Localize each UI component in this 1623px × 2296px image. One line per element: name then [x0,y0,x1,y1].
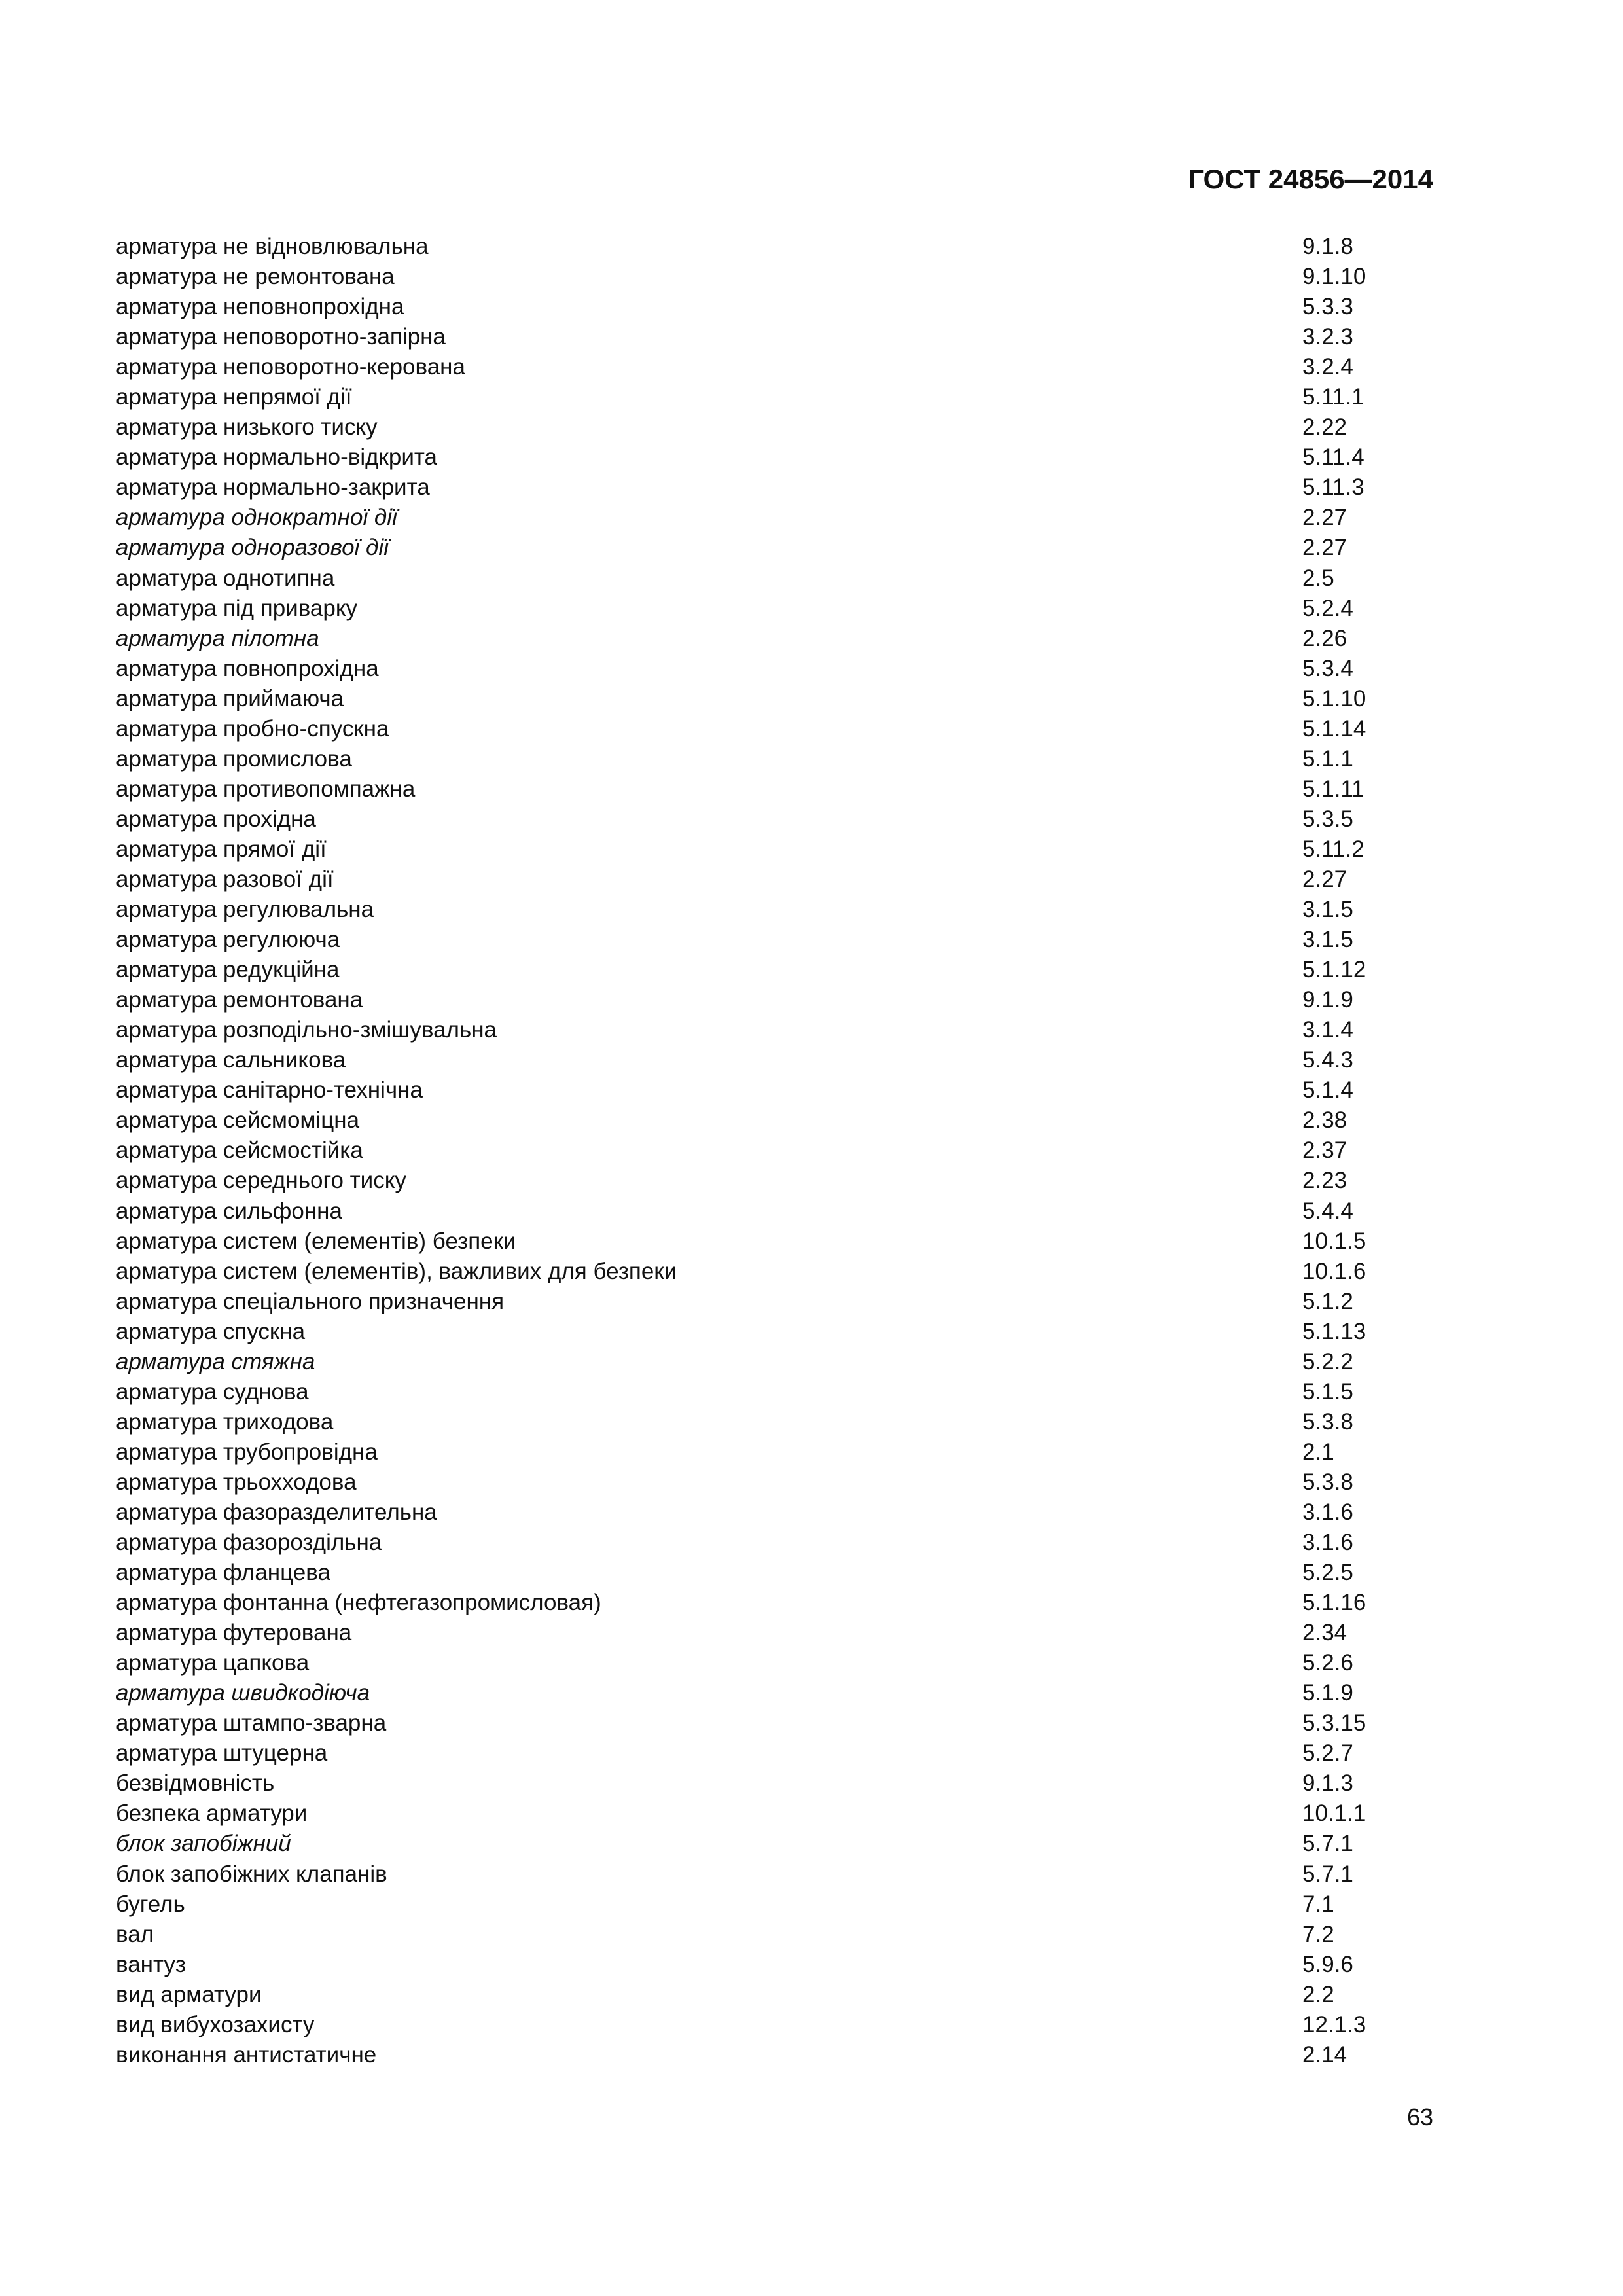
index-entry [116,1648,1433,1678]
index-section-ref: 7.2 [1302,1921,1334,1947]
index-section-ref: 5.3.8 [1302,1408,1353,1435]
index-entry [116,895,1433,925]
index-term: арматура не відновлювальна [116,234,429,259]
index-term: блок запобіжний [116,1831,291,1857]
index-section-ref: 9.1.8 [1302,234,1353,259]
index-section-ref: 2.27 [1302,535,1347,561]
index-term: арматура сейсмоміцна [116,1107,360,1134]
index-entry [116,262,1433,292]
index-term: арматура пілотна [116,625,319,651]
index-entry [116,684,1433,714]
index-term: арматура фонтанна (нефтегазопромисловая) [116,1590,601,1616]
index-entry [116,1768,1433,1799]
index-section-ref: 5.7.1 [1302,1831,1353,1857]
index-term: бугель [116,1891,185,1917]
index-entry [116,834,1433,865]
index-term: арматура систем (елементів), важливих для безпеки [116,1258,677,1284]
index-term: арматура фланцева [116,1560,330,1586]
index-section-ref: 5.1.16 [1302,1590,1366,1616]
index-entry [116,1136,1433,1166]
index-section-ref: 2.34 [1302,1620,1347,1646]
index-section-ref: 3.1.6 [1302,1530,1353,1556]
index-entry [116,1317,1433,1347]
index-term: арматура систем (елементів) безпеки [116,1228,516,1254]
index-entry [116,442,1433,473]
index-term: вантуз [116,1951,186,1977]
index-term: арматура редукційна [116,957,340,983]
index-section-ref: 5.7.1 [1302,1861,1353,1887]
index-term: безвідмовність [116,1770,275,1797]
index-term: арматура одноразової дії [116,535,389,561]
index-term: вид вибухозахисту [116,2011,315,2037]
index-term: арматура трубопровідна [116,1439,378,1465]
index-entry [116,925,1433,955]
index-entry [116,774,1433,804]
index-entry [116,1859,1433,1890]
index-term: вид арматури [116,1981,262,2007]
index-section-ref: 2.27 [1302,866,1347,892]
index-entry [116,1890,1433,1920]
index-section-ref: 3.1.6 [1302,1499,1353,1525]
index-term: арматура низького тиску [116,414,378,440]
index-term: арматура прямої дії [116,836,327,862]
index-term: арматура сейсмостійка [116,1138,363,1164]
index-entry [116,2040,1433,2070]
index-entry [116,1950,1433,1980]
index-term: арматура розподільно-змішувальна [116,1017,497,1043]
index-term: арматура фазороздільна [116,1530,382,1556]
index-section-ref: 5.3.15 [1302,1710,1366,1736]
index-term: арматура ремонтована [116,987,363,1013]
index-entry [116,594,1433,624]
index-section-ref: 5.1.14 [1302,715,1366,742]
index-term: арматура не ремонтована [116,264,395,290]
index-entry [116,292,1433,322]
index-section-ref: 5.1.9 [1302,1680,1353,1706]
index-term: арматура пробно-спускна [116,715,389,742]
index-entry [116,1678,1433,1708]
index-section-ref: 5.3.8 [1302,1469,1353,1495]
index-section-ref: 2.22 [1302,414,1347,440]
index-section-ref: 2.23 [1302,1168,1347,1194]
index-entry [116,1498,1433,1528]
index-term: арматура промислова [116,745,352,772]
index-term: арматура непрямої дії [116,384,352,410]
index-term: блок запобіжних клапанів [116,1861,387,1887]
index-term: арматура спускна [116,1318,306,1344]
index-term: арматура приймаюча [116,685,344,711]
index-term: арматура прохідна [116,806,316,832]
index-entry [116,1829,1433,1859]
index-section-ref: 5.1.11 [1302,776,1364,802]
index-entry [116,955,1433,985]
index-section-ref: 5.11.1 [1302,384,1364,410]
index-section-ref: 9.1.9 [1302,987,1353,1013]
index-term: арматура неповоротно-керована [116,354,465,380]
index-entry [116,1257,1433,1287]
index-term: арматура штуцерна [116,1740,328,1767]
index-entry [116,232,1433,262]
index-entry [116,1407,1433,1437]
index-section-ref: 2.38 [1302,1107,1347,1134]
index-section-ref: 12.1.3 [1302,2011,1366,2037]
index-section-ref: 3.1.5 [1302,927,1353,953]
document-standard-title: ГОСТ 24856—2014 [1188,164,1433,194]
index-entry [116,1738,1433,1768]
index-term: арматура регулююча [116,927,340,953]
index-term: арматура триходова [116,1408,334,1435]
index-section-ref: 5.1.4 [1302,1077,1353,1103]
index-entry [116,322,1433,352]
index-section-ref: 2.5 [1302,565,1334,591]
index-entry [116,1528,1433,1558]
index-entry [116,352,1433,382]
index-entry [116,1347,1433,1377]
index-entry [116,473,1433,503]
index-entry [116,865,1433,895]
index-entry [116,1920,1433,1950]
index-term: арматура нормально-закрита [116,475,430,501]
index-term: арматура нормально-відкрита [116,444,437,471]
index-entry [116,1196,1433,1227]
index-section-ref: 2.27 [1302,505,1347,531]
index-section-ref: 5.1.2 [1302,1288,1353,1314]
index-section-ref: 3.1.5 [1302,897,1353,923]
index-section-ref: 5.2.5 [1302,1560,1353,1586]
index-term: арматура однотипна [116,565,335,591]
index-entry [116,503,1433,533]
index-term: арматура неповоротно-запірна [116,324,446,350]
index-term: арматура цапкова [116,1650,310,1676]
index-entry [116,2010,1433,2040]
index-section-ref: 5.3.4 [1302,655,1353,681]
term-index-list [116,232,1433,2070]
index-term: арматура сильфонна [116,1198,342,1224]
index-entry [116,533,1433,563]
index-section-ref: 5.11.3 [1302,475,1364,501]
index-term: безпека арматури [116,1801,308,1827]
index-section-ref: 10.1.1 [1302,1801,1366,1827]
index-term: арматура суднова [116,1378,309,1405]
index-section-ref: 5.1.5 [1302,1378,1353,1405]
index-entry [116,1437,1433,1467]
index-section-ref: 5.2.2 [1302,1348,1353,1374]
index-term: арматура спеціального призначення [116,1288,505,1314]
index-term: арматура футерована [116,1620,352,1646]
index-section-ref: 5.1.13 [1302,1318,1366,1344]
index-section-ref: 5.4.3 [1302,1047,1353,1073]
index-term: арматура швидкодіюча [116,1680,370,1706]
index-term: арматура санітарно-технічна [116,1077,423,1103]
index-section-ref: 2.2 [1302,1981,1334,2007]
index-term: арматура однократної дії [116,505,397,531]
index-entry [116,412,1433,442]
index-entry [116,744,1433,774]
index-term: арматура повнопрохідна [116,655,379,681]
index-term: вал [116,1921,154,1947]
index-entry [116,804,1433,834]
index-section-ref: 3.2.3 [1302,324,1353,350]
index-section-ref: 3.1.4 [1302,1017,1353,1043]
index-section-ref: 2.37 [1302,1138,1347,1164]
index-term: арматура неповнопрохідна [116,294,404,320]
index-section-ref: 7.1 [1302,1891,1334,1917]
index-term: арматура середнього тиску [116,1168,406,1194]
index-section-ref: 5.3.5 [1302,806,1353,832]
index-term: арматура разової дії [116,866,334,892]
index-section-ref: 2.1 [1302,1439,1334,1465]
index-entry [116,1377,1433,1407]
index-entry [116,654,1433,684]
index-entry [116,1075,1433,1105]
index-entry [116,564,1433,594]
index-section-ref: 5.9.6 [1302,1951,1353,1977]
index-section-ref: 5.11.4 [1302,444,1364,471]
index-section-ref: 10.1.6 [1302,1258,1366,1284]
index-section-ref: 9.1.3 [1302,1770,1353,1797]
index-section-ref: 5.11.2 [1302,836,1364,862]
index-term: арматура фазоразделительна [116,1499,437,1525]
index-term: арматура противопомпажна [116,776,416,802]
index-term: виконання антистатичне [116,2041,377,2068]
index-entry [116,382,1433,412]
index-entry [116,1588,1433,1618]
index-section-ref: 5.3.3 [1302,294,1353,320]
index-entry [116,1227,1433,1257]
index-section-ref: 5.4.4 [1302,1198,1353,1224]
index-term: арматура регулювальна [116,897,374,923]
index-entry [116,985,1433,1015]
index-entry [116,1980,1433,2010]
index-section-ref: 2.26 [1302,625,1347,651]
index-section-ref: 2.14 [1302,2041,1347,2068]
index-term: арматура трьохходова [116,1469,357,1495]
index-entry [116,1618,1433,1648]
index-term: арматура сальникова [116,1047,346,1073]
index-section-ref: 5.1.10 [1302,685,1366,711]
index-entry [116,1045,1433,1075]
index-entry [116,1015,1433,1045]
index-section-ref: 5.1.1 [1302,745,1353,772]
index-entry [116,714,1433,744]
index-term: арматура стяжна [116,1348,315,1374]
page-number: 63 [1406,2104,1433,2130]
index-entry [116,1467,1433,1498]
index-section-ref: 5.2.6 [1302,1650,1353,1676]
index-entry [116,1166,1433,1196]
index-entry [116,624,1433,654]
index-term: арматура штампо-зварна [116,1710,387,1736]
index-section-ref: 3.2.4 [1302,354,1353,380]
index-entry [116,1558,1433,1588]
index-section-ref: 10.1.5 [1302,1228,1366,1254]
index-entry [116,1287,1433,1317]
index-section-ref: 5.1.12 [1302,957,1366,983]
index-section-ref: 5.2.7 [1302,1740,1353,1767]
index-entry [116,1708,1433,1738]
index-entry [116,1105,1433,1136]
index-section-ref: 5.2.4 [1302,595,1353,621]
index-section-ref: 9.1.10 [1302,264,1366,290]
index-entry [116,1799,1433,1829]
index-term: арматура під приварку [116,595,358,621]
